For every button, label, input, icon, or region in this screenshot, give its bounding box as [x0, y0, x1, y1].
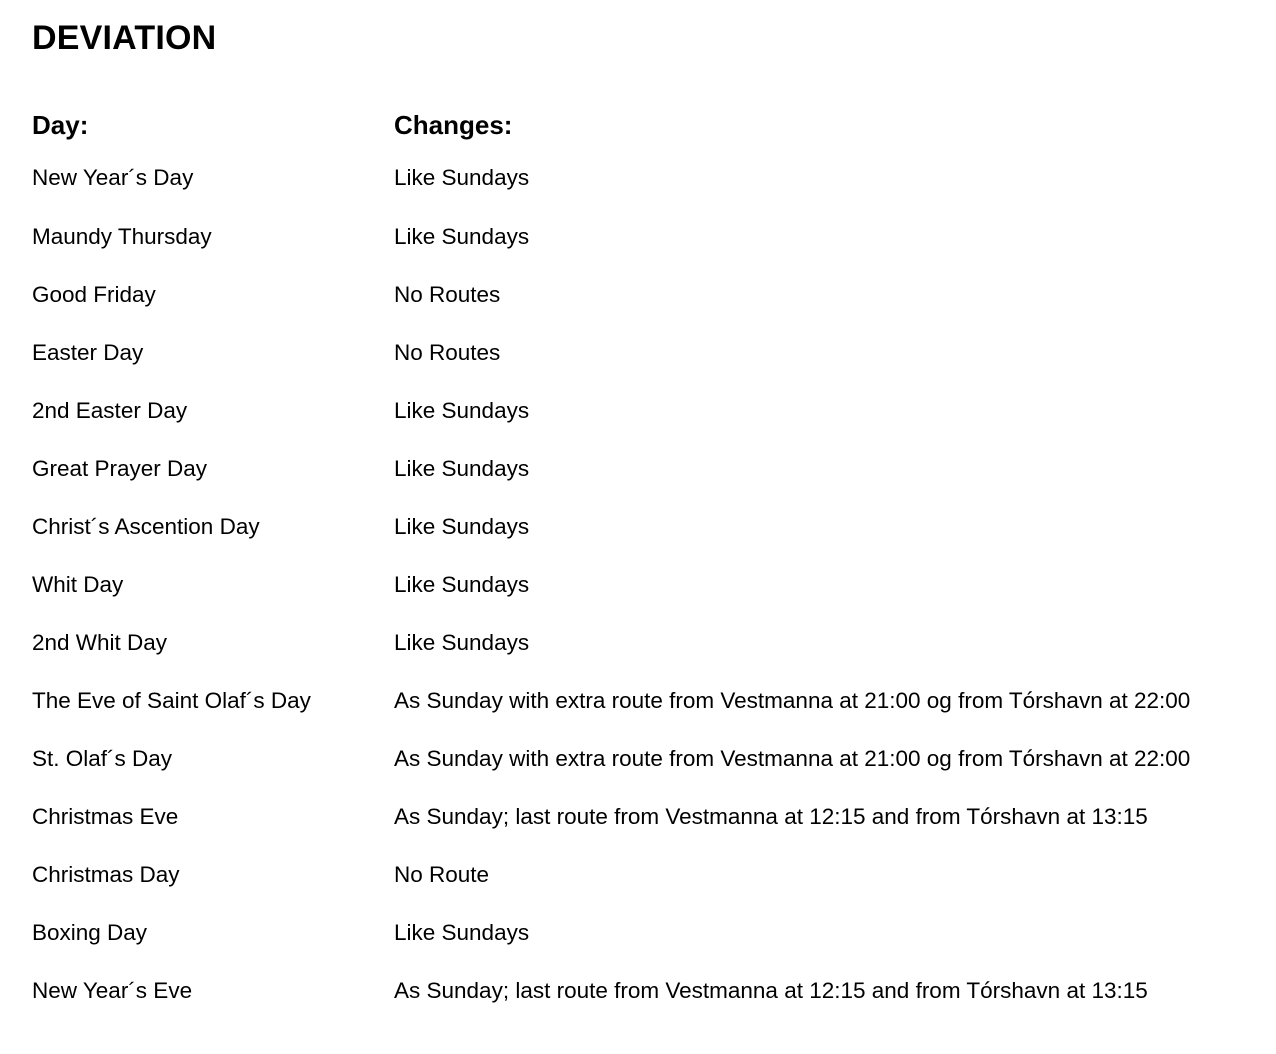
header-changes: Changes: — [394, 110, 513, 140]
cell-changes: Like Sundays — [394, 514, 530, 539]
cell-changes: As Sunday; last route from Vestmanna at 12:15 and from Tórshavn at 13:15 — [394, 978, 1148, 1003]
table-row — [32, 614, 1254, 672]
cell-changes: As Sunday with extra route from Vestmanna at 21:00 og from Tórshavn at 22:00 — [394, 688, 1191, 713]
cell-day: St. Olaf´s Day — [32, 746, 173, 771]
cell-changes: Like Sundays — [394, 920, 530, 945]
table-row — [32, 498, 1254, 556]
table-row — [32, 324, 1254, 382]
cell-changes: Like Sundays — [394, 165, 530, 190]
cell-changes: Like Sundays — [394, 398, 530, 423]
cell-day: New Year´s Eve — [32, 978, 193, 1003]
table-row — [32, 208, 1254, 266]
cell-day: New Year´s Day — [32, 165, 194, 190]
cell-changes: Like Sundays — [394, 456, 530, 481]
cell-day: Christmas Day — [32, 862, 180, 887]
cell-day: Whit Day — [32, 572, 124, 597]
table-row — [32, 672, 1254, 730]
cell-changes: Like Sundays — [394, 224, 530, 249]
cell-changes: Like Sundays — [394, 630, 530, 655]
cell-day: Christ´s Ascention Day — [32, 514, 260, 539]
cell-day: Christmas Eve — [32, 804, 179, 829]
cell-day: The Eve of Saint Olaf´s Day — [32, 688, 311, 713]
table-row — [32, 382, 1254, 440]
cell-changes: No Route — [394, 862, 490, 887]
cell-changes: As Sunday; last route from Vestmanna at 12:15 and from Tórshavn at 13:15 — [394, 804, 1148, 829]
table-row — [32, 148, 1254, 208]
table-row — [32, 266, 1254, 324]
page-title: DEVIATION — [32, 19, 217, 57]
table-row — [32, 962, 1254, 1020]
table-row — [32, 730, 1254, 788]
cell-day: Maundy Thursday — [32, 224, 212, 249]
header-day: Day: — [32, 110, 89, 140]
cell-day: Easter Day — [32, 340, 144, 365]
cell-day: 2nd Easter Day — [32, 398, 188, 423]
table-header-row — [32, 102, 1254, 148]
cell-day: Great Prayer Day — [32, 456, 208, 481]
cell-changes: As Sunday with extra route from Vestmanna at 21:00 og from Tórshavn at 22:00 — [394, 746, 1191, 771]
table-row — [32, 556, 1254, 614]
cell-changes: No Routes — [394, 282, 501, 307]
cell-day: Good Friday — [32, 282, 156, 307]
table-row — [32, 788, 1254, 846]
table-row — [32, 440, 1254, 498]
cell-changes: No Routes — [394, 340, 501, 365]
cell-day: 2nd Whit Day — [32, 630, 168, 655]
cell-changes: Like Sundays — [394, 572, 530, 597]
table-row — [32, 904, 1254, 962]
deviation-table — [32, 102, 1254, 1020]
table-row — [32, 846, 1254, 904]
cell-day: Boxing Day — [32, 920, 148, 945]
